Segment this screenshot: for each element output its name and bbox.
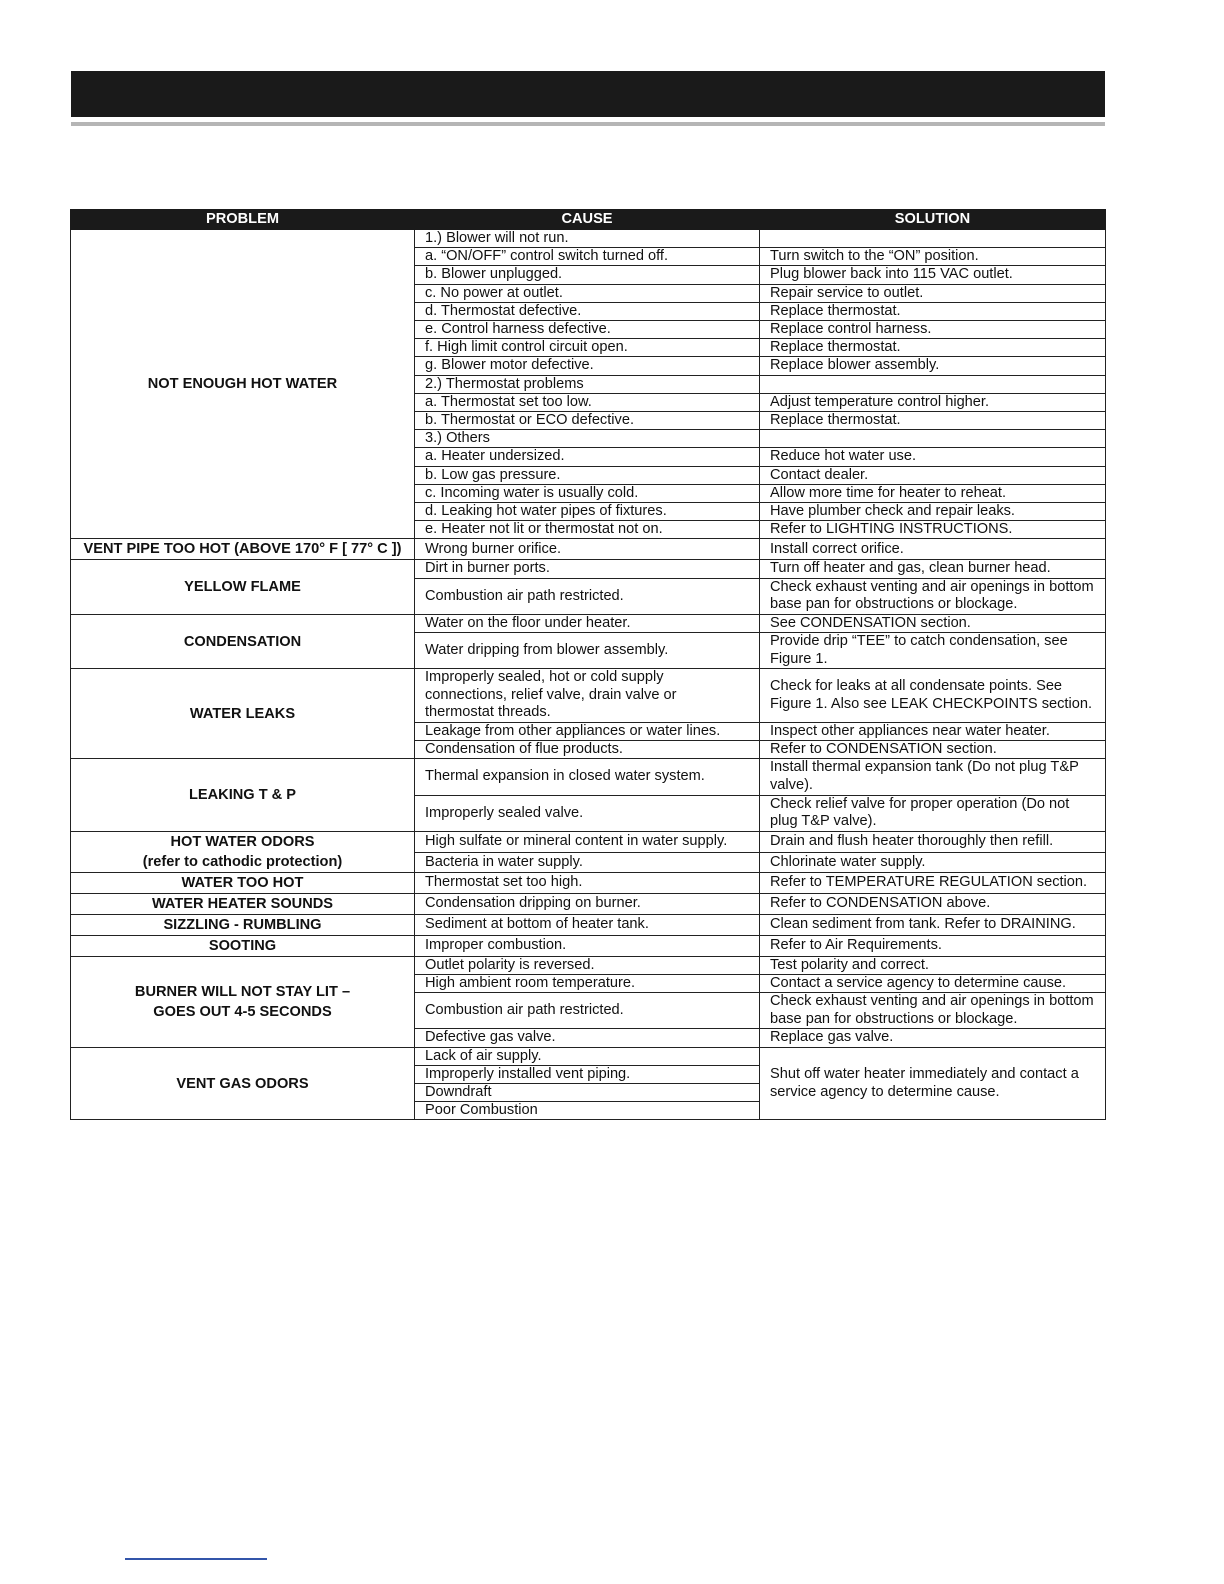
cause-cell: High sulfate or mineral content in water supply. [415, 831, 760, 852]
problem-label: CONDENSATION [183, 633, 302, 650]
solution-cell: Replace thermostat. [760, 339, 1106, 357]
problem-cell [71, 669, 415, 759]
solution-cell: Refer to CONDENSATION section. [760, 741, 1106, 759]
cause-cell: a. Heater undersized. [415, 448, 760, 466]
solution-cell: Replace thermostat. [760, 412, 1106, 430]
cause-cell: b. Blower unplugged. [415, 266, 760, 284]
table-row [71, 872, 1106, 893]
cause-cell: Leakage from other appliances or water lines. [415, 723, 760, 741]
solution-cell: Adjust temperature control higher. [760, 393, 1106, 411]
cause-cell: Dirt in burner ports. [415, 560, 760, 578]
problem-label: SIZZLING - RUMBLING [163, 916, 322, 933]
cause-cell: f. High limit control circuit open. [415, 339, 760, 357]
cause-cell: High ambient room temperature. [415, 975, 760, 993]
problem-label: VENT PIPE TOO HOT (ABOVE 170° F [ 77° C ]) [83, 541, 402, 558]
problem-cell [71, 614, 415, 668]
problem-label: YELLOW FLAME [184, 579, 301, 596]
solution-cell: Refer to CONDENSATION above. [760, 893, 1106, 914]
table-body [71, 230, 1106, 1120]
title-bar [71, 71, 1105, 117]
cause-cell: Improperly sealed valve. [415, 795, 760, 831]
problem-label: WATER TOO HOT [181, 874, 304, 891]
solution-cell: Refer to TEMPERATURE REGULATION section. [760, 872, 1106, 893]
table-row [71, 759, 1106, 795]
cause-cell: Outlet polarity is reversed. [415, 956, 760, 974]
solution-cell: Reduce hot water use. [760, 448, 1106, 466]
solution-cell: Replace gas valve. [760, 1029, 1106, 1047]
problem-cell [71, 956, 415, 1047]
problem-label: WATER HEATER SOUNDS [151, 895, 334, 912]
table-row [71, 539, 1106, 560]
solution-cell: Have plumber check and repair leaks. [760, 503, 1106, 521]
problem-cell [71, 914, 415, 935]
solution-cell: Clean sediment from tank. Refer to DRAINING. [760, 914, 1106, 935]
cause-cell: Improperly installed vent piping. [415, 1065, 760, 1083]
solution-cell: Replace control harness. [760, 321, 1106, 339]
table-header-row [71, 210, 1106, 230]
cause-cell: Combustion air path restricted. [415, 578, 760, 614]
problem-label: LEAKING T & P [188, 787, 297, 804]
solution-cell [760, 230, 1106, 248]
cause-cell: a. Thermostat set too low. [415, 393, 760, 411]
solution-cell: Replace thermostat. [760, 302, 1106, 320]
problem-label: WATER LEAKS [189, 705, 296, 722]
problem-label: NOT ENOUGH HOT WATER [147, 376, 338, 393]
table-row [71, 956, 1106, 974]
cause-cell: d. Leaking hot water pipes of fixtures. [415, 503, 760, 521]
solution-cell: Contact dealer. [760, 466, 1106, 484]
solution-cell: Check for leaks at all condensate points. See Figure 1. Also see LEAK CHECKPOINTS section. [760, 669, 1106, 723]
cause-cell: Combustion air path restricted. [415, 993, 760, 1029]
solution-cell: Install correct orifice. [760, 539, 1106, 560]
cause-cell: Improperly sealed, hot or cold supply connections, relief valve, drain valve or thermostat threads. [415, 669, 760, 723]
problem-cell [71, 935, 415, 956]
solution-cell: Test polarity and correct. [760, 956, 1106, 974]
table-row [71, 935, 1106, 956]
problem-cell [71, 893, 415, 914]
problem-cell [71, 831, 415, 872]
cause-cell: e. Heater not lit or thermostat not on. [415, 521, 760, 539]
cause-cell: g. Blower motor defective. [415, 357, 760, 375]
solution-column-header: SOLUTION [760, 210, 1106, 230]
problem-label: HOT WATER ODORS [170, 833, 315, 850]
table-row [71, 669, 1106, 723]
problem-cell [71, 1047, 415, 1120]
table-row [71, 831, 1106, 852]
table-row [71, 1047, 1106, 1065]
cause-cell: Sediment at bottom of heater tank. [415, 914, 760, 935]
problem-cell [71, 759, 415, 831]
cause-cell: Water on the floor under heater. [415, 614, 760, 632]
problem-cell [71, 230, 415, 539]
problem-cell [71, 560, 415, 614]
cause-cell: 1.) Blower will not run. [415, 230, 760, 248]
solution-cell: Chlorinate water supply. [760, 852, 1106, 872]
solution-cell: Check relief valve for proper operation (Do not plug T&P valve). [760, 795, 1106, 831]
cause-cell: Downdraft [415, 1084, 760, 1102]
title-rule [71, 122, 1105, 126]
problem-sublabel: GOES OUT 4-5 SECONDS [153, 1003, 332, 1020]
cause-cell: e. Control harness defective. [415, 321, 760, 339]
solution-cell: Check exhaust venting and air openings in bottom base pan for obstructions or blockage. [760, 993, 1106, 1029]
solution-cell [760, 375, 1106, 393]
solution-cell: Contact a service agency to determine cause. [760, 975, 1106, 993]
cause-cell: Defective gas valve. [415, 1029, 760, 1047]
solution-cell: Refer to LIGHTING INSTRUCTIONS. [760, 521, 1106, 539]
troubleshooting-table [70, 209, 1106, 1120]
solution-cell: Turn off heater and gas, clean burner head. [760, 560, 1106, 578]
cause-cell: Bacteria in water supply. [415, 852, 760, 872]
solution-cell: Provide drip “TEE” to catch condensation, see Figure 1. [760, 633, 1106, 669]
solution-cell [760, 430, 1106, 448]
cause-cell: Poor Combustion [415, 1102, 760, 1120]
cause-cell: c. No power at outlet. [415, 284, 760, 302]
cause-cell: c. Incoming water is usually cold. [415, 484, 760, 502]
cause-cell: Thermostat set too high. [415, 872, 760, 893]
solution-cell: Install thermal expansion tank (Do not plug T&P valve). [760, 759, 1106, 795]
cause-cell: Condensation of flue products. [415, 741, 760, 759]
solution-cell: Allow more time for heater to reheat. [760, 484, 1106, 502]
table-row [71, 560, 1106, 578]
cause-cell: b. Low gas pressure. [415, 466, 760, 484]
problem-sublabel: (refer to cathodic protection) [142, 853, 343, 870]
table-row [71, 614, 1106, 632]
cause-cell: 3.) Others [415, 430, 760, 448]
cause-cell: d. Thermostat defective. [415, 302, 760, 320]
table-row [71, 230, 1106, 248]
cause-cell: Lack of air supply. [415, 1047, 760, 1065]
cause-cell: 2.) Thermostat problems [415, 375, 760, 393]
solution-cell: Repair service to outlet. [760, 284, 1106, 302]
solution-cell: Shut off water heater immediately and contact a service agency to determine cause. [760, 1047, 1106, 1120]
problem-label: BURNER WILL NOT STAY LIT – [134, 983, 351, 1000]
cause-cell: Condensation dripping on burner. [415, 893, 760, 914]
cause-column-header: CAUSE [415, 210, 760, 230]
solution-cell: Replace blower assembly. [760, 357, 1106, 375]
table-row [71, 893, 1106, 914]
cause-cell: b. Thermostat or ECO defective. [415, 412, 760, 430]
cause-cell: Water dripping from blower assembly. [415, 633, 760, 669]
problem-column-header: PROBLEM [71, 210, 415, 230]
cause-cell: Thermal expansion in closed water system. [415, 759, 760, 795]
problem-cell [71, 872, 415, 893]
solution-cell: Turn switch to the “ON” position. [760, 248, 1106, 266]
cause-cell: Wrong burner orifice. [415, 539, 760, 560]
cause-cell: Improper combustion. [415, 935, 760, 956]
solution-cell: Inspect other appliances near water heater. [760, 723, 1106, 741]
solution-cell: Refer to Air Requirements. [760, 935, 1106, 956]
problem-cell [71, 539, 415, 560]
problem-label: SOOTING [208, 937, 277, 954]
footer-rule [125, 1558, 267, 1560]
problem-label: VENT GAS ODORS [176, 1075, 309, 1092]
table-row [71, 914, 1106, 935]
cause-cell: a. “ON/OFF” control switch turned off. [415, 248, 760, 266]
solution-cell: Plug blower back into 115 VAC outlet. [760, 266, 1106, 284]
solution-cell: Check exhaust venting and air openings in bottom base pan for obstructions or blockage. [760, 578, 1106, 614]
solution-cell: See CONDENSATION section. [760, 614, 1106, 632]
solution-cell: Drain and flush heater thoroughly then refill. [760, 831, 1106, 852]
